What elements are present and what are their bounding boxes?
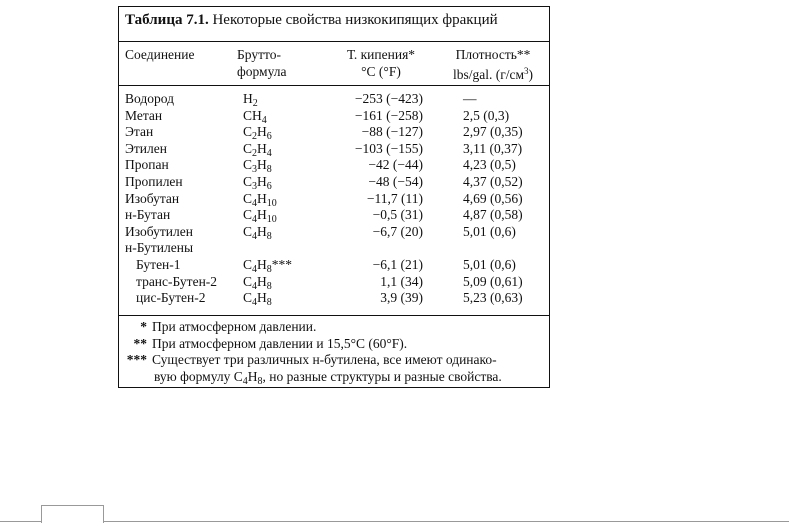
row-density: 5,23 (0,63) [463,290,523,306]
row-density: 5,01 (0,6) [463,257,516,272]
table-caption: Некоторые свойства низкокипящих фракций [212,12,498,28]
row-compound-name: Метан [125,107,163,123]
row-formula: $C_2H_6$ [243,124,272,143]
table-title [125,12,498,29]
row-formula: $C_4H_8***$ [243,257,293,275]
row-compound-name: Изобутилен [125,223,193,239]
row-compound-name: Этан [125,124,154,140]
note-marker: *** [126,352,147,368]
row-compound-name: Этилен [125,140,167,156]
row-density: — [463,91,477,106]
header-bp-line2: °C (°F) [361,64,401,79]
row-boiling-point: −11,7 (11) [366,190,423,206]
row-density: 5,01 (0,6) [463,223,516,239]
row-density: 3,11 (0,37) [463,140,523,156]
row-density: 2,97 (0,35) [463,124,523,140]
row-density: 4,69 (0,56) [463,190,523,206]
properties-table [118,6,550,388]
notes-rule [119,315,549,316]
page-tab [41,505,104,523]
header-bp-line1: Т. кипения* [346,47,416,62]
row-formula: $C_4H_{10}$ [243,207,277,226]
row-density: 4,23 (0,5) [463,157,516,173]
row-compound-name: н-Бутилены [125,240,194,256]
note-text: При атмосферном давлении. [152,319,317,334]
row-boiling-point: 3,9 (39) [380,290,423,306]
row-compound-name: Пропан [125,157,169,173]
table-number: Таблица 7.1. [125,12,209,28]
note-marker: * [140,319,147,334]
row-formula: $C_3H_8$ [243,157,272,176]
row-boiling-point: −0,5 (31) [372,207,423,223]
header-boiling-point [331,46,431,80]
row-formula: $C_4H_8$ [243,290,272,309]
row-boiling-point: −6,1 (21) [372,257,423,272]
header-compound: Соединение [125,47,195,62]
title-rule [119,41,549,42]
row-formula: $C_4H_8$ [243,223,272,242]
row-compound-name: Бутен-1 [136,257,181,272]
row-density: 2,5 (0,3) [463,107,510,123]
row-boiling-point: −88 (−127) [361,124,423,140]
row-formula: $H_2$ [243,91,258,109]
row-compound-name: Изобутан [125,190,180,206]
row-compound-name: цис-Бутен-2 [136,290,206,306]
row-density: 4,37 (0,52) [463,174,523,189]
row-formula: $C_3H_6$ [243,174,272,192]
note-continuation: вую формулу $C_4H_8$, но разные структуры и разные свойства. [154,369,502,387]
header-rule [119,85,549,86]
note-text: При атмосферном давлении и 15,5°C (60°F). [152,335,408,351]
header-formula-line1: Брутто- [237,47,281,62]
row-boiling-point: −161 (−258) [354,107,423,123]
row-density: 4,87 (0,58) [463,207,523,223]
header-density-line2: lbs/gal. $(г/см^3)$ [452,66,534,82]
header-density [441,46,545,83]
row-formula: $C_4H_8$ [243,273,272,292]
row-formula: $C_2H_4$ [243,140,272,159]
row-compound-name: н-Бутан [125,207,171,223]
row-boiling-point: −48 (−54) [368,174,423,189]
header-density-line1: Плотность** [455,47,531,62]
row-boiling-point: −42 (−44) [368,157,423,173]
row-boiling-point: 1,1 (34) [380,273,423,289]
row-formula: $C_4H_{10}$ [243,190,277,209]
row-boiling-point: −103 (−155) [354,140,423,156]
row-boiling-point: −253 (−423) [354,91,423,106]
row-compound-name: Водород [125,91,174,106]
header-formula [237,46,286,80]
row-compound-name: Пропилен [125,174,183,189]
row-compound-name: транс-Бутен-2 [136,273,218,289]
row-formula: $CH_4$ [243,107,267,126]
page-bottom-line [0,521,789,522]
note-text: Существует три различных н-бутилена, все имеют одинако- [152,352,497,368]
row-density: 5,09 (0,61) [463,273,523,289]
header-formula-line2: формула [237,64,287,79]
row-boiling-point: −6,7 (20) [372,223,423,239]
note-marker: ** [133,335,147,351]
